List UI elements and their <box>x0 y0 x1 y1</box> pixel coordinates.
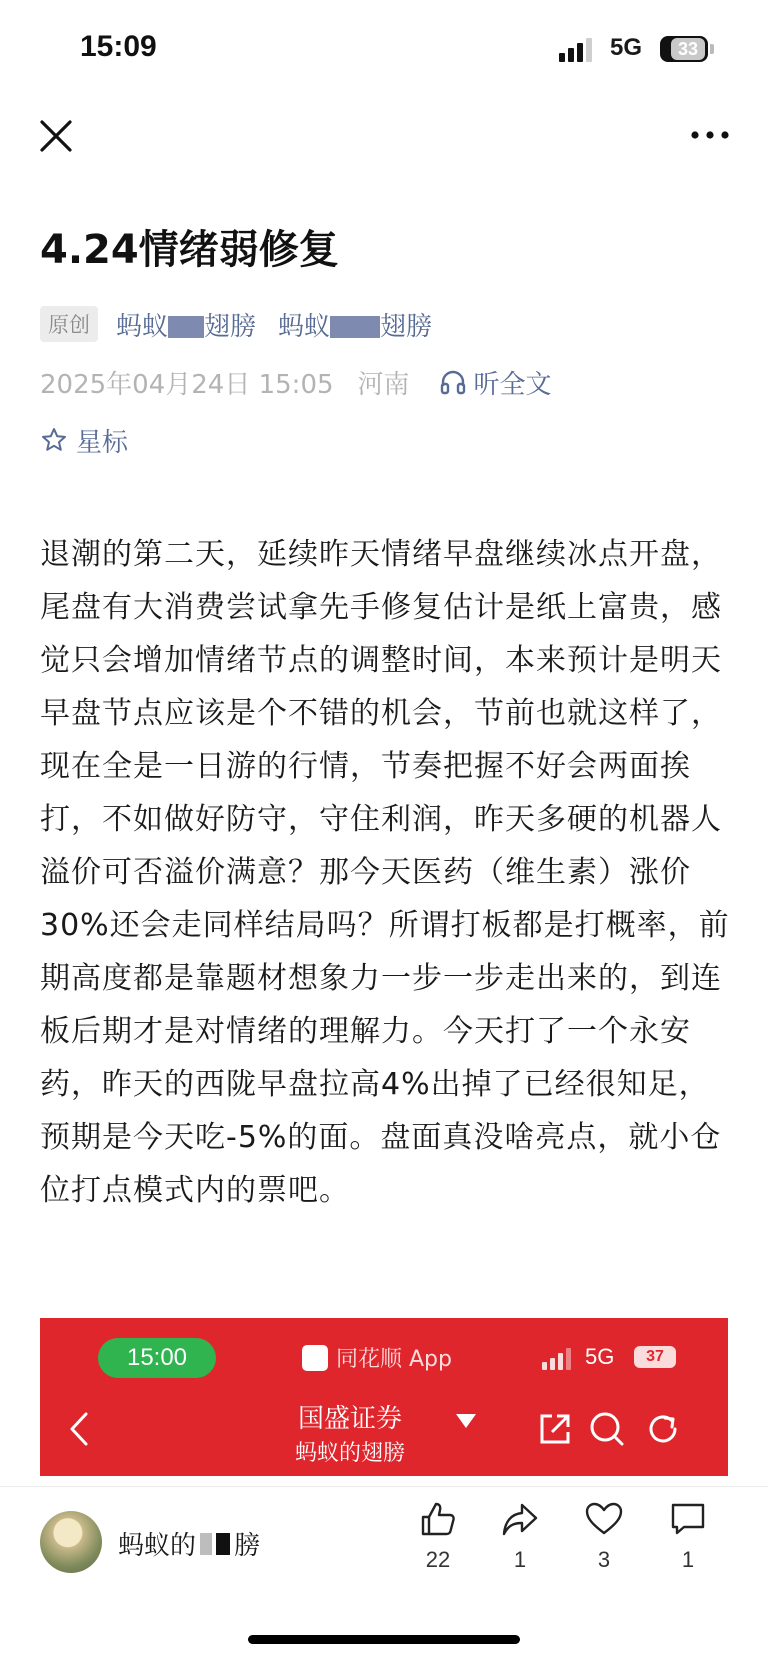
bottom-action-bar <box>0 1487 768 1663</box>
heart-icon <box>584 1499 624 1539</box>
battery-icon <box>660 36 708 62</box>
redaction-block <box>168 316 204 338</box>
home-indicator[interactable] <box>248 1635 520 1644</box>
account-name-suffix: 翅膀 <box>380 311 433 342</box>
embed-search-button[interactable] <box>588 1410 626 1448</box>
external-link-icon <box>536 1410 574 1448</box>
redaction-block <box>216 1533 230 1555</box>
embed-refresh-button[interactable] <box>644 1410 682 1448</box>
listen-button[interactable] <box>440 364 552 401</box>
signal-icon <box>559 38 595 62</box>
embed-app-label <box>302 1342 452 1373</box>
back-icon <box>64 1408 94 1450</box>
embed-back-button[interactable] <box>64 1408 94 1450</box>
embed-account-name: 蚂蚁的翅膀 <box>294 1441 405 1466</box>
share-count: 1 <box>513 1547 527 1572</box>
account-name-prefix: 蚂蚁 <box>278 311 331 342</box>
star-button[interactable] <box>40 420 128 460</box>
comment-button[interactable] <box>658 1499 718 1573</box>
star-label: 星标 <box>76 427 129 458</box>
embed-signal-icon <box>542 1348 576 1370</box>
embed-time-pill: 15:00 <box>98 1338 216 1378</box>
byline <box>40 304 454 344</box>
embedded-screenshot <box>40 1318 728 1476</box>
share-button[interactable] <box>490 1499 550 1573</box>
more-icon <box>688 120 732 150</box>
author-name-suffix: 膀 <box>234 1531 261 1561</box>
embed-external-button[interactable] <box>536 1410 574 1448</box>
like-button[interactable] <box>408 1499 468 1573</box>
share-icon <box>500 1499 540 1539</box>
status-time: 15:09 <box>80 30 157 63</box>
publish-location: 河南 <box>357 369 410 400</box>
network-label: 5G <box>610 34 643 61</box>
embed-broker-name: 国盛证券 <box>297 1404 402 1434</box>
author-avatar[interactable] <box>40 1511 102 1573</box>
account-link-primary[interactable] <box>116 306 256 343</box>
app-logo-icon <box>302 1345 328 1371</box>
comment-icon <box>668 1499 708 1539</box>
refresh-icon <box>644 1410 682 1448</box>
star-icon <box>40 426 68 454</box>
original-badge: 原创 <box>40 306 98 342</box>
redaction-block <box>200 1533 212 1555</box>
redaction-block <box>330 316 380 338</box>
favorite-count: 3 <box>597 1547 611 1572</box>
embed-network-label: 5G <box>585 1344 615 1369</box>
close-button[interactable] <box>36 116 76 156</box>
headphone-icon <box>440 369 466 395</box>
article-body: 退潮的第二天，延续昨天情绪早盘继续冰点开盘，尾盘有大消费尝试拿先手修复估计是纸上富贵，感觉只会增加情绪节点的调整时间，本来预计是明天早盘节点应该是个不错的机会，节前也就这样了，现在全是一日游的行情，节奏把握不好会两面挨打，不如做好防守，守住利润，昨天多硬的机器人溢价可否溢价满意？那今天医药（维生素）涨价30%还会走同样结局吗？所谓打板都是打概率，前期高度都是靠题材想象力一步一步走出来的，到连板后期才是对情绪的理解力。今天打了一个永安药，昨天的西陇早盘拉高4%出掉了已经很知足，预期是今天吃-5%的面。盘面真没啥亮点，就小仓位打点模式内的票吧。 <box>40 537 730 1208</box>
account-name-suffix: 翅膀 <box>204 311 257 342</box>
article-title: 4.24情绪弱修复 <box>40 227 339 273</box>
more-button[interactable] <box>688 120 732 150</box>
publish-date: 2025年04月24日 15:05 <box>40 369 334 400</box>
battery-tip <box>710 44 714 54</box>
account-link-secondary[interactable] <box>278 306 432 343</box>
embed-app-name: 同花顺 App <box>336 1347 452 1372</box>
close-icon <box>36 116 76 156</box>
listen-label: 听全文 <box>473 369 552 400</box>
thumbs-up-icon <box>418 1499 458 1539</box>
embed-battery: 37 <box>634 1346 676 1368</box>
author-name-prefix: 蚂蚁的 <box>118 1531 197 1561</box>
account-name-prefix: 蚂蚁 <box>116 311 169 342</box>
author-name[interactable] <box>118 1525 260 1562</box>
dropdown-caret-icon[interactable] <box>456 1414 476 1428</box>
comment-count: 1 <box>681 1547 695 1572</box>
like-count: 22 <box>425 1547 451 1572</box>
meta-row <box>40 362 552 402</box>
search-icon <box>588 1410 626 1448</box>
battery-level: 33 <box>671 38 705 60</box>
favorite-button[interactable] <box>574 1499 634 1573</box>
status-bar <box>0 0 768 100</box>
